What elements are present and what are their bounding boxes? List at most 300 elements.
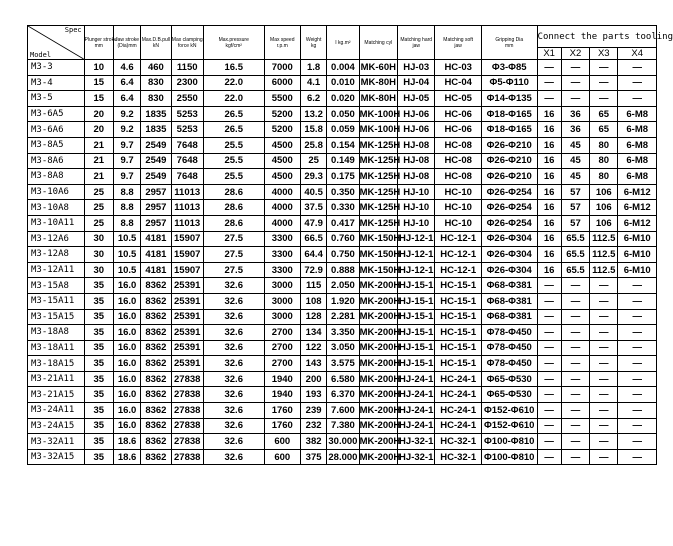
- table-cell: 8.8: [113, 200, 140, 216]
- table-cell: 25: [84, 184, 113, 200]
- table-cell: 27838: [171, 371, 203, 387]
- spec-table: [27, 25, 673, 465]
- table-cell: 4181: [141, 262, 171, 278]
- table-cell: HJ-32-1: [398, 449, 435, 465]
- table-cell: MK-125H: [359, 137, 397, 153]
- table-cell: 20: [84, 122, 113, 138]
- table-cell: 600: [264, 449, 300, 465]
- table-row: [28, 262, 657, 278]
- model-cell: M3-18A8: [28, 325, 85, 341]
- table-cell: 143: [300, 356, 326, 372]
- table-cell: 122: [300, 340, 326, 356]
- table-cell: 4181: [141, 231, 171, 247]
- table-cell: Φ26-Φ254: [481, 200, 537, 216]
- table-cell: 3.350: [327, 325, 359, 341]
- table-cell: 3300: [264, 247, 300, 263]
- table-cell: 18.6: [113, 449, 140, 465]
- table-cell: 9.7: [113, 153, 140, 169]
- table-cell: 57: [561, 184, 589, 200]
- table-cell: 128: [300, 309, 326, 325]
- table-row: [28, 309, 657, 325]
- table-cell: HC-15-1: [435, 309, 482, 325]
- table-cell: MK-200H: [359, 340, 397, 356]
- table-cell: 9.2: [113, 122, 140, 138]
- table-cell: 7.600: [327, 403, 359, 419]
- table-cell: —: [618, 75, 657, 91]
- table-cell: 32.6: [203, 356, 264, 372]
- table-cell: HC-15-1: [435, 293, 482, 309]
- table-cell: MK-200H: [359, 309, 397, 325]
- table-cell: HC-04: [435, 75, 482, 91]
- table-cell: 4.1: [300, 75, 326, 91]
- table-cell: 0.760: [327, 231, 359, 247]
- table-cell: —: [618, 91, 657, 107]
- table-cell: 25: [84, 215, 113, 231]
- table-cell: 6-M10: [618, 262, 657, 278]
- table-row: [28, 403, 657, 419]
- model-cell: M3-4: [28, 75, 85, 91]
- table-cell: 6-M8: [618, 169, 657, 185]
- table-row: [28, 371, 657, 387]
- table-cell: 134: [300, 325, 326, 341]
- table-cell: 21: [84, 137, 113, 153]
- table-cell: 65.5: [561, 231, 589, 247]
- table-cell: 16: [537, 153, 561, 169]
- table-cell: —: [537, 387, 561, 403]
- table-cell: 32.6: [203, 340, 264, 356]
- table-cell: 35: [84, 449, 113, 465]
- table-cell: 35: [84, 403, 113, 419]
- table-cell: HJ-15-1: [398, 356, 435, 372]
- table-cell: —: [590, 434, 618, 450]
- table-cell: 25391: [171, 278, 203, 294]
- table-cell: 106: [590, 184, 618, 200]
- table-cell: 6.580: [327, 371, 359, 387]
- table-cell: —: [561, 356, 589, 372]
- table-cell: 2549: [141, 153, 171, 169]
- table-cell: 1.8: [300, 60, 326, 76]
- table-cell: —: [618, 340, 657, 356]
- table-cell: 16: [537, 231, 561, 247]
- model-cell: M3-10A8: [28, 200, 85, 216]
- table-cell: 80: [590, 169, 618, 185]
- table-cell: —: [561, 449, 589, 465]
- table-cell: 65: [590, 106, 618, 122]
- table-cell: 15907: [171, 262, 203, 278]
- table-cell: 830: [141, 75, 171, 91]
- table-cell: —: [590, 403, 618, 419]
- table-cell: Φ18-Φ165: [481, 122, 537, 138]
- table-cell: —: [618, 325, 657, 341]
- table-cell: 4500: [264, 137, 300, 153]
- table-cell: 35: [84, 293, 113, 309]
- table-cell: 30: [84, 247, 113, 263]
- table-cell: —: [561, 91, 589, 107]
- table-cell: 6-M8: [618, 153, 657, 169]
- table-cell: 21: [84, 153, 113, 169]
- table-cell: 16: [537, 262, 561, 278]
- table-cell: —: [537, 371, 561, 387]
- table-row: [28, 137, 657, 153]
- table-cell: 2957: [141, 184, 171, 200]
- table-cell: MK-150H: [359, 231, 397, 247]
- table-cell: 2957: [141, 200, 171, 216]
- table-cell: 0.175: [327, 169, 359, 185]
- table-cell: 8362: [141, 403, 171, 419]
- table-cell: Φ26-Φ254: [481, 184, 537, 200]
- table-cell: 112.5: [590, 247, 618, 263]
- table-cell: HJ-08: [398, 153, 435, 169]
- table-cell: HJ-32-1: [398, 434, 435, 450]
- table-cell: 16.0: [113, 371, 140, 387]
- table-cell: 8362: [141, 309, 171, 325]
- model-cell: M3-32A11: [28, 434, 85, 450]
- table-cell: 25.5: [203, 153, 264, 169]
- table-cell: 35: [84, 325, 113, 341]
- table-cell: —: [590, 449, 618, 465]
- table-cell: HJ-08: [398, 169, 435, 185]
- table-cell: 27.5: [203, 247, 264, 263]
- table-cell: HC-15-1: [435, 278, 482, 294]
- table-cell: 600: [264, 434, 300, 450]
- table-cell: HJ-03: [398, 60, 435, 76]
- table-cell: 16.0: [113, 356, 140, 372]
- table-cell: Φ5-Φ110: [481, 75, 537, 91]
- table-cell: 35: [84, 309, 113, 325]
- table-cell: 460: [141, 60, 171, 76]
- table-cell: 45: [561, 169, 589, 185]
- model-cell: M3-8A5: [28, 137, 85, 153]
- table-cell: MK-200H: [359, 387, 397, 403]
- table-cell: HC-15-1: [435, 325, 482, 341]
- table-cell: MK-150H: [359, 262, 397, 278]
- table-cell: 32.6: [203, 387, 264, 403]
- table-cell: —: [561, 60, 589, 76]
- table-body: [28, 60, 657, 465]
- table-cell: —: [590, 278, 618, 294]
- table-cell: 10: [84, 60, 113, 76]
- table-cell: 10.5: [113, 247, 140, 263]
- table-cell: 5200: [264, 122, 300, 138]
- model-cell: M3-15A8: [28, 278, 85, 294]
- table-cell: 36: [561, 122, 589, 138]
- table-cell: 29.3: [300, 169, 326, 185]
- table-cell: 5500: [264, 91, 300, 107]
- table-cell: Φ152-Φ610: [481, 403, 537, 419]
- table-cell: 0.020: [327, 91, 359, 107]
- table-cell: 27.5: [203, 262, 264, 278]
- table-cell: 27838: [171, 434, 203, 450]
- col-header: Matching soft jaw: [435, 26, 482, 60]
- table-cell: 0.059: [327, 122, 359, 138]
- table-cell: MK-200H: [359, 418, 397, 434]
- table-cell: HC-24-1: [435, 418, 482, 434]
- table-cell: 16: [537, 247, 561, 263]
- table-cell: —: [537, 356, 561, 372]
- tooling-col-x4: X4: [618, 48, 657, 60]
- table-cell: 2.281: [327, 309, 359, 325]
- table-cell: Φ26-Φ254: [481, 215, 537, 231]
- table-cell: Φ152-Φ610: [481, 418, 537, 434]
- table-cell: —: [537, 449, 561, 465]
- table-cell: —: [537, 340, 561, 356]
- table-cell: 106: [590, 215, 618, 231]
- table-cell: MK-80H: [359, 91, 397, 107]
- table-cell: 8362: [141, 434, 171, 450]
- table-cell: 47.9: [300, 215, 326, 231]
- col-header: Max.pressure kgf/cm²: [203, 26, 264, 60]
- table-cell: 15.8: [300, 122, 326, 138]
- table-cell: MK-60H: [359, 60, 397, 76]
- table-cell: HJ-06: [398, 122, 435, 138]
- table-cell: Φ65-Φ530: [481, 371, 537, 387]
- table-cell: —: [618, 60, 657, 76]
- table-cell: 1760: [264, 403, 300, 419]
- model-cell: M3-12A8: [28, 247, 85, 263]
- model-cell: M3-15A11: [28, 293, 85, 309]
- table-row: [28, 340, 657, 356]
- table-cell: —: [618, 418, 657, 434]
- model-cell: M3-12A11: [28, 262, 85, 278]
- table-cell: 40.5: [300, 184, 326, 200]
- table-cell: 13.2: [300, 106, 326, 122]
- table-cell: 6.4: [113, 91, 140, 107]
- model-cell: M3-32A15: [28, 449, 85, 465]
- table-cell: Φ3-Φ85: [481, 60, 537, 76]
- table-cell: 3.575: [327, 356, 359, 372]
- table-cell: 35: [84, 340, 113, 356]
- model-cell: M3-24A11: [28, 403, 85, 419]
- table-cell: 32.6: [203, 309, 264, 325]
- col-header: Max speed r.p.m: [264, 26, 300, 60]
- model-cell: M3-24A15: [28, 418, 85, 434]
- table-cell: 1940: [264, 387, 300, 403]
- model-cell: M3-18A11: [28, 340, 85, 356]
- tooling-col-x3: X3: [590, 48, 618, 60]
- model-cell: M3-8A8: [28, 169, 85, 185]
- table-cell: HC-06: [435, 106, 482, 122]
- table-cell: 18.6: [113, 434, 140, 450]
- table-cell: —: [561, 340, 589, 356]
- table-cell: —: [590, 60, 618, 76]
- table-cell: 6-M8: [618, 137, 657, 153]
- table-cell: —: [561, 293, 589, 309]
- table-cell: MK-200H: [359, 278, 397, 294]
- table-cell: HJ-06: [398, 106, 435, 122]
- table-cell: 6.4: [113, 75, 140, 91]
- table-cell: —: [537, 434, 561, 450]
- table-cell: 239: [300, 403, 326, 419]
- table-cell: 15: [84, 75, 113, 91]
- table-cell: 32.6: [203, 449, 264, 465]
- corner-header: [28, 26, 85, 60]
- table-cell: 27838: [171, 387, 203, 403]
- table-cell: 21: [84, 169, 113, 185]
- table-cell: 6.2: [300, 91, 326, 107]
- table-cell: 1835: [141, 106, 171, 122]
- table-cell: HC-12-1: [435, 247, 482, 263]
- table-cell: —: [561, 434, 589, 450]
- table-cell: 8.8: [113, 184, 140, 200]
- table-cell: MK-125H: [359, 200, 397, 216]
- table-cell: 3000: [264, 278, 300, 294]
- table-cell: —: [537, 91, 561, 107]
- table-cell: 16: [537, 122, 561, 138]
- table-cell: 200: [300, 371, 326, 387]
- table-cell: HC-15-1: [435, 356, 482, 372]
- table-cell: —: [590, 371, 618, 387]
- table-cell: 8362: [141, 340, 171, 356]
- table-cell: 0.010: [327, 75, 359, 91]
- model-cell: M3-10A11: [28, 215, 85, 231]
- table-cell: —: [561, 325, 589, 341]
- table-cell: 0.149: [327, 153, 359, 169]
- table-row: [28, 184, 657, 200]
- table-cell: 28.6: [203, 184, 264, 200]
- table-cell: Φ26-Φ304: [481, 262, 537, 278]
- table-cell: 7648: [171, 153, 203, 169]
- table-cell: 16.0: [113, 403, 140, 419]
- table-cell: 28.6: [203, 215, 264, 231]
- table-cell: 6-M12: [618, 184, 657, 200]
- table-cell: 20: [84, 106, 113, 122]
- table-cell: HC-06: [435, 122, 482, 138]
- table-cell: HC-10: [435, 215, 482, 231]
- table-cell: 27.5: [203, 231, 264, 247]
- table-row: [28, 278, 657, 294]
- table-cell: 16.0: [113, 325, 140, 341]
- table-cell: 22.0: [203, 91, 264, 107]
- table-cell: 2700: [264, 325, 300, 341]
- table-cell: 16: [537, 137, 561, 153]
- header-row: [28, 26, 657, 48]
- table-cell: 8362: [141, 325, 171, 341]
- table-cell: 2549: [141, 137, 171, 153]
- table-cell: Φ14-Φ135: [481, 91, 537, 107]
- col-header: Matching cyl: [359, 26, 397, 60]
- table-cell: 1835: [141, 122, 171, 138]
- table-cell: 16: [537, 106, 561, 122]
- table-cell: HJ-10: [398, 215, 435, 231]
- table-cell: 35: [84, 434, 113, 450]
- table-cell: HJ-15-1: [398, 325, 435, 341]
- table-row: [28, 247, 657, 263]
- table-cell: Φ68-Φ381: [481, 293, 537, 309]
- table-cell: HC-08: [435, 153, 482, 169]
- table-cell: 65: [590, 122, 618, 138]
- table-cell: 1940: [264, 371, 300, 387]
- table-cell: 35: [84, 278, 113, 294]
- table-cell: 106: [590, 200, 618, 216]
- table-cell: 5253: [171, 122, 203, 138]
- table-cell: MK-200H: [359, 403, 397, 419]
- table-cell: 6-M12: [618, 200, 657, 216]
- table-cell: 8362: [141, 387, 171, 403]
- table-cell: 9.7: [113, 137, 140, 153]
- table-row: [28, 153, 657, 169]
- table-cell: —: [618, 356, 657, 372]
- tooling-col-x1: X1: [537, 48, 561, 60]
- table-cell: MK-200H: [359, 325, 397, 341]
- table-cell: —: [537, 325, 561, 341]
- table-cell: Φ78-Φ450: [481, 356, 537, 372]
- table-cell: HJ-15-1: [398, 309, 435, 325]
- table-cell: Φ78-Φ450: [481, 325, 537, 341]
- model-cell: M3-12A6: [28, 231, 85, 247]
- table-cell: 4000: [264, 200, 300, 216]
- table-cell: 3300: [264, 231, 300, 247]
- table-cell: 57: [561, 215, 589, 231]
- table-cell: 22.0: [203, 75, 264, 91]
- table-cell: —: [561, 371, 589, 387]
- col-header: Jaw stroke (Dia)mm: [113, 26, 140, 60]
- table-cell: 5253: [171, 106, 203, 122]
- table-cell: 8362: [141, 293, 171, 309]
- table-cell: 16.5: [203, 60, 264, 76]
- table-cell: 11013: [171, 184, 203, 200]
- table-cell: 830: [141, 91, 171, 107]
- table-cell: 28.000: [327, 449, 359, 465]
- table-cell: MK-80H: [359, 75, 397, 91]
- table-row: [28, 75, 657, 91]
- table-cell: —: [618, 371, 657, 387]
- table-cell: Φ68-Φ381: [481, 278, 537, 294]
- table-row: [28, 325, 657, 341]
- table-cell: —: [561, 387, 589, 403]
- table-cell: 1760: [264, 418, 300, 434]
- table-cell: Φ100-Φ810: [481, 434, 537, 450]
- table-cell: 16.0: [113, 293, 140, 309]
- table-cell: 6.370: [327, 387, 359, 403]
- table-cell: —: [590, 75, 618, 91]
- table-cell: 3000: [264, 309, 300, 325]
- table-cell: MK-125H: [359, 184, 397, 200]
- table-cell: 66.5: [300, 231, 326, 247]
- table-cell: 4500: [264, 169, 300, 185]
- table-cell: 112.5: [590, 231, 618, 247]
- table-cell: 7648: [171, 169, 203, 185]
- table-cell: 108: [300, 293, 326, 309]
- table-cell: 2300: [171, 75, 203, 91]
- table-cell: 0.888: [327, 262, 359, 278]
- table-cell: —: [618, 309, 657, 325]
- table-cell: —: [590, 356, 618, 372]
- table-cell: 35: [84, 418, 113, 434]
- model-cell: M3-3: [28, 60, 85, 76]
- table-cell: MK-200H: [359, 293, 397, 309]
- table-cell: 25: [84, 200, 113, 216]
- table-cell: 35: [84, 371, 113, 387]
- table-cell: HC-32-1: [435, 434, 482, 450]
- table-cell: 32.6: [203, 325, 264, 341]
- table-cell: 25391: [171, 356, 203, 372]
- table-cell: 0.050: [327, 106, 359, 122]
- table-cell: 36: [561, 106, 589, 122]
- table-cell: Φ26-Φ304: [481, 231, 537, 247]
- table-cell: HJ-10: [398, 184, 435, 200]
- table-cell: 26.5: [203, 122, 264, 138]
- table-cell: 25391: [171, 309, 203, 325]
- table-cell: 375: [300, 449, 326, 465]
- table-cell: MK-150H: [359, 247, 397, 263]
- table-cell: HJ-15-1: [398, 340, 435, 356]
- table-row: [28, 231, 657, 247]
- table-cell: 15907: [171, 247, 203, 263]
- table-cell: 0.750: [327, 247, 359, 263]
- table-cell: 2957: [141, 215, 171, 231]
- table-cell: 7.380: [327, 418, 359, 434]
- table-cell: —: [618, 387, 657, 403]
